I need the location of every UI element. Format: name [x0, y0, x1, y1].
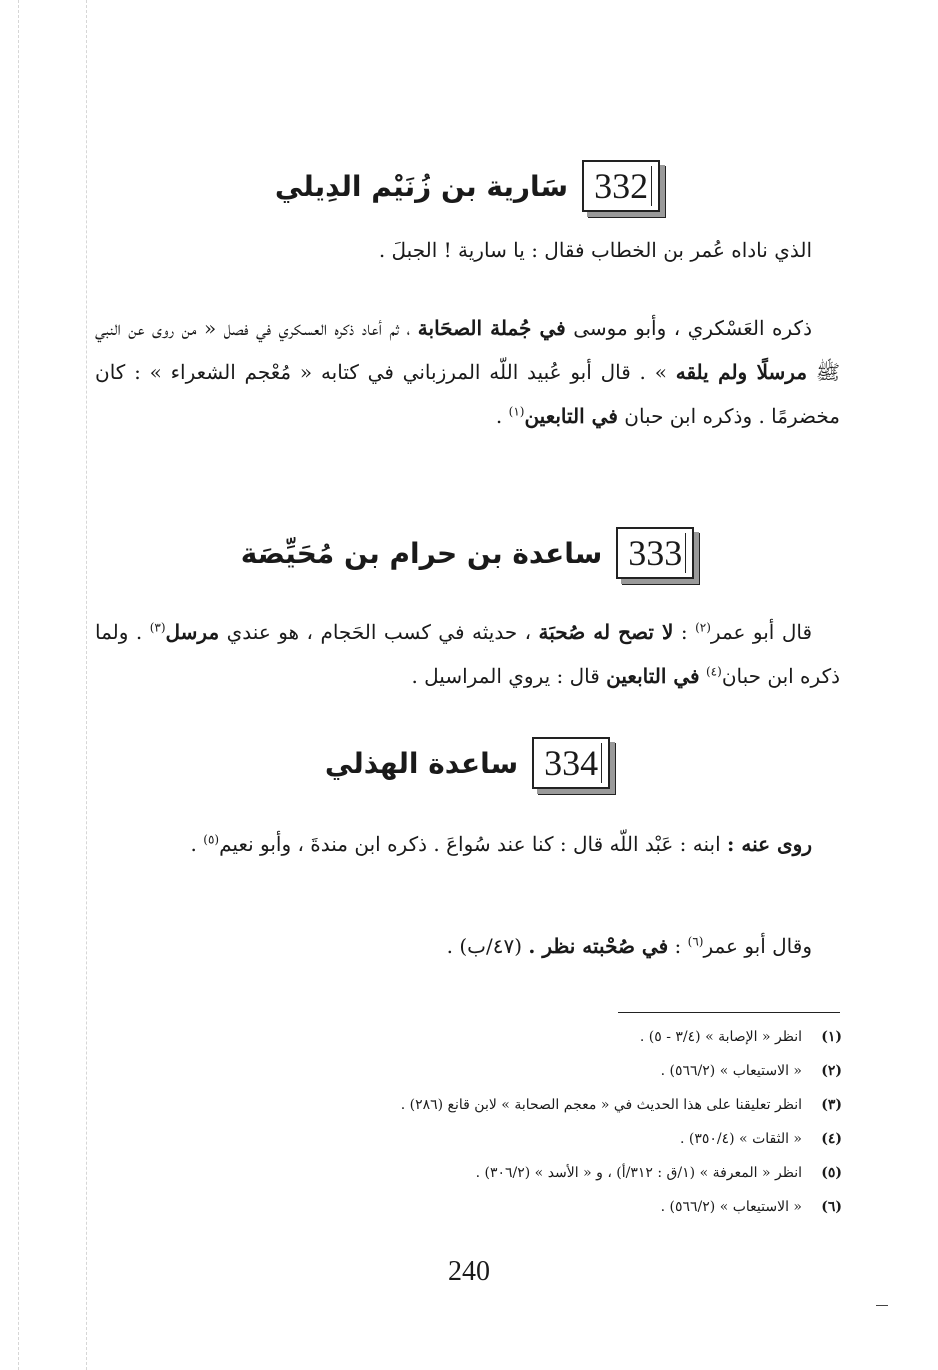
- paragraph-text: (٤٧/ب) .: [446, 934, 529, 958]
- footnote-text: « الاستيعاب » (٥٦٦/٢) .: [660, 1199, 802, 1215]
- entry-title: سَارية بن زُنَيْم الدِيلي: [274, 169, 569, 203]
- footnote-text: انظر « المعرفة » (١/ق : ٣١٢/أ) ، و « الأسد » (٣٠٦/٢) .: [475, 1165, 802, 1181]
- footnote-text: « الاستيعاب » (٥٦٦/٢) .: [660, 1063, 802, 1079]
- entry-number-box: 333: [616, 527, 694, 579]
- footnote-divider: [618, 1012, 840, 1013]
- bold-phrase: روى عنه :: [727, 832, 812, 856]
- bold-phrase: لا تصح له صُحبَة: [538, 620, 674, 644]
- footnote-number: (٤): [821, 1131, 842, 1147]
- footnote-text: « الثقات » (٣٥٠/٤) .: [679, 1131, 802, 1147]
- bold-phrase: مرسلًا ولم يلقه: [675, 360, 808, 384]
- footnote-number: (٣): [821, 1097, 842, 1113]
- paragraph-text: :: [673, 620, 696, 644]
- paragraph-text: قال أبو عمر: [710, 620, 813, 644]
- paragraph-text: ، ثم أعاد ذكره العسكري في فصل « من روى عن النبي ﷺ: [95, 316, 840, 384]
- paragraph-text: وقال أبو عمر: [703, 934, 812, 958]
- footnote-number: (١): [821, 1029, 842, 1045]
- scan-edge-line: [18, 0, 19, 1370]
- footnotes: [180, 1020, 842, 1224]
- paragraph-text: :: [668, 934, 688, 958]
- entry-number-box: 334: [532, 737, 610, 789]
- footnote-text: انظر تعليقنا على هذا الحديث في « معجم الصحابة » لابن قانع (٢٨٦) .: [400, 1097, 802, 1113]
- footnote-item: [180, 1190, 842, 1224]
- entry-title: ساعدة الهذلي: [324, 746, 519, 780]
- scan-edge-line: [86, 0, 87, 1370]
- entry-number-box: 332: [582, 160, 660, 212]
- footnote-item: [180, 1122, 842, 1156]
- entry-paragraph: [95, 306, 840, 438]
- footnote-number: (٦): [821, 1199, 842, 1215]
- entry-title: ساعدة بن حرام بن مُحَيِّصَة: [240, 536, 603, 570]
- page-number: 240: [448, 1256, 490, 1287]
- footnote-number: (٥): [821, 1165, 842, 1181]
- bold-phrase: مرسل: [165, 620, 220, 644]
- entry-heading-334: [95, 737, 840, 789]
- entry-heading-332: [95, 160, 840, 212]
- paragraph-text: . ولما ذكره ابن حبان: [95, 620, 840, 688]
- footnote-number: (٢): [821, 1063, 842, 1079]
- paragraph-text: » . قال أبو عُبيد اللّه المرزباني في كتابه « مُعْجم الشعراء » : كان مخضرمًا . وذكره ابن حبان: [95, 360, 840, 428]
- footnote-ref[interactable]: (٥): [203, 832, 220, 847]
- paragraph-text: قال : يروي المراسيل .: [411, 664, 607, 688]
- entry-paragraph: [95, 228, 840, 272]
- entry-heading-333: [95, 527, 840, 579]
- paragraph-text: الذي ناداه عُمر بن الخطاب فقال : يا سارية ! الجبلَ .: [378, 238, 812, 262]
- entry-paragraph: [95, 610, 840, 698]
- bold-phrase: في جُملة الصحَابة: [417, 316, 566, 340]
- footnote-item: [180, 1020, 842, 1054]
- paragraph-text: ، حديثه في كسب الحَجام ، هو عندي: [219, 620, 539, 644]
- footnote-text: انظر « الإصابة » (٣/٤ - ٥) .: [639, 1029, 802, 1045]
- paragraph-text: ذكره العَسْكري ، وأبو موسى: [565, 316, 812, 340]
- footnote-item: [180, 1054, 842, 1088]
- paragraph-text: .: [495, 404, 509, 428]
- scan-mark: [876, 1305, 888, 1306]
- bold-phrase: في التابعين: [524, 404, 618, 428]
- entry-paragraph: [95, 822, 840, 866]
- footnote-ref[interactable]: (١): [508, 404, 525, 419]
- footnote-ref[interactable]: (٢): [695, 620, 711, 635]
- bold-phrase: في التابعين: [606, 664, 700, 688]
- paragraph-text: .: [190, 832, 204, 856]
- footnote-item: [180, 1088, 842, 1122]
- paragraph-text: ابنه : عَبْد اللّه قال : كنا عند سُواعَ . ذكره ابن مندةَ ، وأبو نعيم: [219, 832, 728, 856]
- entry-paragraph: [95, 924, 840, 968]
- footnote-ref[interactable]: (٣): [149, 620, 166, 635]
- bold-phrase: في صُحْبته نظر .: [528, 934, 669, 958]
- footnote-ref[interactable]: (٦): [687, 934, 704, 949]
- footnote-item: [180, 1156, 842, 1190]
- footnote-ref[interactable]: (٤): [705, 664, 722, 679]
